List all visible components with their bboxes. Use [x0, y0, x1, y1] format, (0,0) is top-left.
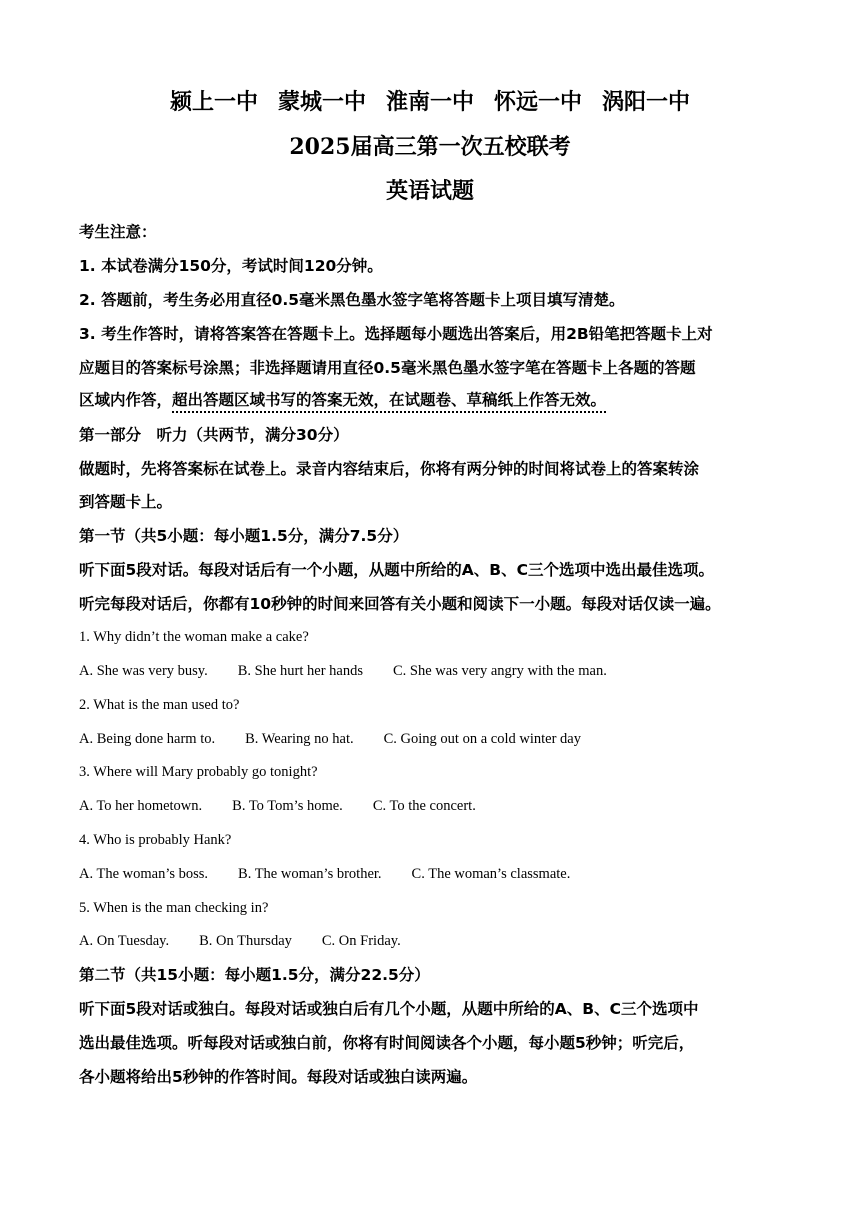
notice-item-2: 2. 答题前，考生务必用直径0.5毫米黑色墨水签字笔将答题卡上项目填写清楚。	[79, 291, 625, 309]
option-a: A. To her hometown.	[79, 798, 203, 814]
section1-instruction-line-1: 听下面5段对话。每段对话后有一个小题，从题中所给的A、B、C三个选项中选出最佳选项。	[79, 561, 714, 579]
school-name: 蒙城一中	[277, 89, 366, 115]
option-b: B. She hurt her hands	[237, 663, 363, 679]
option-b: B. Wearing no hat.	[245, 731, 354, 747]
school-name: 淮南一中	[385, 89, 474, 115]
question-2: 2. What is the man used to?	[79, 697, 240, 713]
section2-instruction-line-1: 听下面5段对话或独白。每段对话或独白后有几个小题，从题中所给的A、B、C三个选项中	[79, 1000, 699, 1018]
option-c: C. On Friday.	[321, 933, 401, 949]
section1-instruction-line-2: 听完每段对话后，你都有10秒钟的时间来回答有关小题和阅读下一小题。每段对话仅读一遍。	[79, 595, 721, 613]
option-b: B. On Thursday	[199, 933, 292, 949]
option-c: C. The woman’s classmate.	[411, 866, 571, 882]
part1-instruction-line-1: 做题时，先将答案标在试卷上。录音内容结束后，你将有两分钟的时间将试卷上的答案转涂	[79, 460, 700, 478]
subject-title: 英语试题	[385, 178, 474, 204]
option-b: B. To Tom’s home.	[232, 798, 343, 814]
notice-item-3-line-1: 3. 考生作答时，请将答案答在答题卡上。选择题每小题选出答案后，用2B铅笔把答题卡上对	[79, 325, 713, 343]
exam-title: 2025届高三第一次五校联考	[289, 134, 571, 160]
school-name: 怀远一中	[494, 89, 583, 115]
option-c: C. To the concert.	[372, 798, 476, 814]
section2-heading: 第二节（共15小题：每小题1.5分，满分22.5分）	[79, 966, 430, 984]
option-c: C. Going out on a cold winter day	[383, 731, 581, 747]
notice-item-3-line-3	[79, 389, 606, 411]
question-2-options	[79, 729, 581, 749]
question-4-options	[79, 864, 570, 884]
school-name: 颍上一中	[169, 89, 258, 115]
emphasized-warning: 超出答题区域书写的答案无效，在试题卷、草稿纸上作答无效。	[172, 391, 607, 409]
section2-instruction-line-2: 选出最佳选项。听每段对话或独白前，你将有时间阅读各个小题，每小题5秒钟；听完后，	[79, 1034, 695, 1052]
notice-item-3-line-2: 应题目的答案标号涂黑；非选择题请用直径0.5毫米黑色墨水签字笔在答题卡上各题的答题	[79, 359, 696, 377]
notice-item-1: 1. 本试卷满分150分，考试时间120分钟。	[79, 257, 383, 275]
question-3: 3. Where will Mary probably go tonight?	[79, 764, 318, 780]
school-list	[0, 88, 860, 116]
part1-instruction-line-2: 到答题卡上。	[79, 493, 173, 511]
notice-heading: 考生注意：	[79, 223, 157, 241]
question-1-options	[79, 661, 607, 681]
option-a: A. The woman’s boss.	[79, 866, 209, 882]
part1-heading: 第一部分 听力（共两节，满分30分）	[79, 426, 349, 444]
option-c: C. She was very angry with the man.	[393, 663, 607, 679]
section1-heading: 第一节（共5小题：每小题1.5分，满分7.5分）	[79, 527, 409, 545]
question-5-options	[79, 931, 401, 951]
question-4: 4. Who is probably Hank?	[79, 832, 232, 848]
option-b: B. The woman’s brother.	[238, 866, 382, 882]
question-3-options	[79, 796, 476, 816]
school-name: 涡阳一中	[602, 89, 691, 115]
option-a: A. On Tuesday.	[79, 933, 170, 949]
option-a: A. She was very busy.	[79, 663, 208, 679]
section2-instruction-line-3: 各小题将给出5秒钟的作答时间。每段对话或独白读两遍。	[79, 1068, 478, 1086]
notice-text: 区域内作答，	[79, 391, 173, 409]
question-5: 5. When is the man checking in?	[79, 900, 269, 916]
option-a: A. Being done harm to.	[79, 731, 216, 747]
question-1: 1. Why didn’t the woman make a cake?	[79, 629, 309, 645]
